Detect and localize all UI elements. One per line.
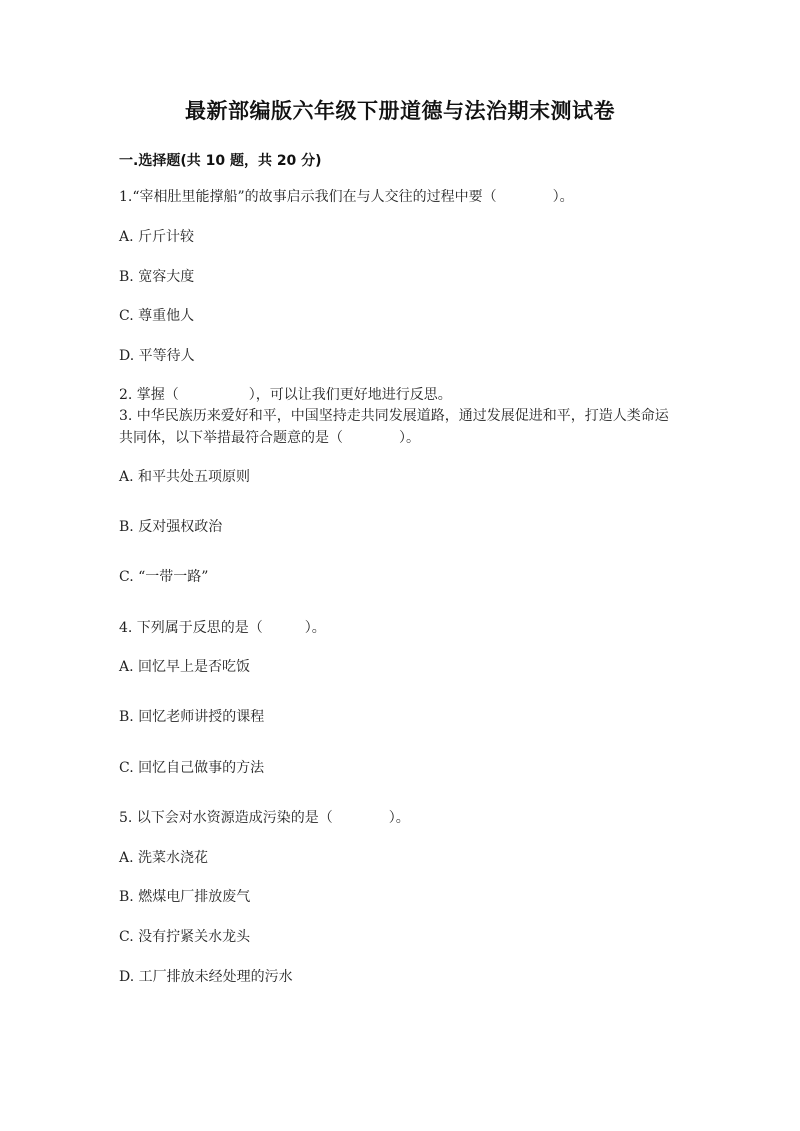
question-4-option-c: C. 回忆自己做事的方法: [119, 760, 265, 776]
question-5-option-a: A. 洗菜水浇花: [119, 850, 209, 866]
question-4-option-b: B. 回忆老师讲授的课程: [119, 709, 265, 725]
question-3-stem: 3. 中华民族历来爱好和平，中国坚持走共同发展道路，通过发展促进和平，打造人类命运共同体，以下举措最符合题意的是（ ）。: [119, 408, 669, 446]
document-title: 最新部编版六年级下册道德与法治期末测试卷: [185, 99, 615, 123]
question-1-option-a: A. 斤斤计较: [119, 229, 195, 245]
question-5-option-c: C. 没有拧紧关水龙头: [119, 929, 251, 945]
question-4-stem: 4. 下列属于反思的是（ ）。: [119, 620, 326, 636]
section-heading: 一.选择题(共 10 题，共 20 分): [119, 153, 322, 169]
question-2-stem: 2. 掌握（ ），可以让我们更好地进行反思。: [119, 387, 452, 403]
question-3-option-b: B. 反对强权政治: [119, 519, 223, 535]
question-4-option-a: A. 回忆早上是否吃饭: [119, 659, 251, 675]
question-3-option-a: A. 和平共处五项原则: [119, 469, 251, 485]
question-5-option-d: D. 工厂排放未经处理的污水: [119, 969, 293, 985]
question-1-option-c: C. 尊重他人: [119, 308, 195, 324]
question-1-stem: 1.“宰相肚里能撑船”的故事启示我们在与人交往的过程中要（ ）。: [119, 189, 574, 205]
question-1-option-d: D. 平等待人: [119, 348, 195, 364]
question-3-option-c: C. “一带一路”: [119, 569, 209, 585]
question-5-option-b: B. 燃煤电厂排放废气: [119, 889, 251, 905]
question-5-stem: 5. 以下会对水资源造成污染的是（ ）。: [119, 810, 410, 826]
question-1-option-b: B. 宽容大度: [119, 269, 195, 285]
